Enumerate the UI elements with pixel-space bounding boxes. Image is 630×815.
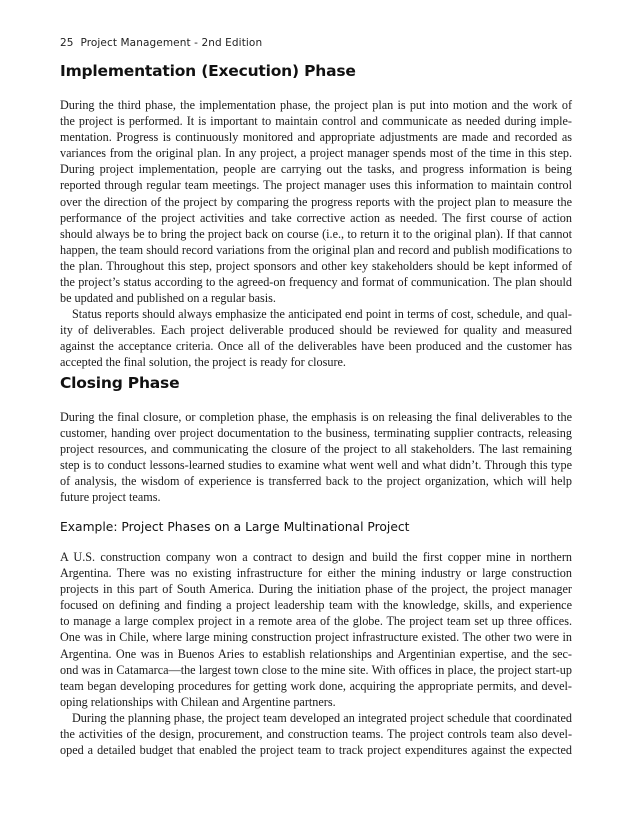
text-line: A U.S. construction company won a contract to design and build the first copper mine in northern bbox=[60, 550, 572, 564]
text-line: the activities of the design, procurement, and construction teams. The project controls team also devel- bbox=[60, 727, 572, 742]
text-line: reported through regular team meetings. The project manager uses this information to maintain control bbox=[60, 178, 572, 193]
text-line: During project implementation, people are carrying out the tasks, and progress information is being bbox=[60, 162, 572, 177]
text-line: ity of deliverables. Each project deliverable produced should be reviewed for quality and measured bbox=[60, 323, 572, 338]
text-line: mentation. Progress is continuously monitored and appropriate adjustments are made and recorded as bbox=[60, 130, 572, 145]
text-line: the project’s status according to the agreed-on frequency and format of communication. The plan should bbox=[60, 275, 572, 290]
text-line: During the planning phase, the project team developed an integrated project schedule that coordinated bbox=[72, 711, 572, 725]
example-paragraph-2 bbox=[60, 710, 572, 758]
text-line: accepted the final solution, the project is ready for closure. bbox=[60, 355, 346, 370]
implementation-heading: Implementation (Execution) Phase bbox=[60, 62, 356, 80]
text-line: future project teams. bbox=[60, 490, 161, 505]
closing-heading: Closing Phase bbox=[60, 374, 180, 392]
closing-paragraph-1 bbox=[60, 409, 572, 506]
text-line: Argentina. There was no existing infrastructure for either the mining industry or large construction bbox=[60, 566, 572, 581]
text-line: project resources, and communicating the closure of the project to all stakeholders. The last remaining bbox=[60, 442, 572, 457]
text-line: oped a detailed budget that enabled the project team to track project expenditures against the expected bbox=[60, 743, 572, 758]
text-line: against the acceptance criteria. Once all of the deliverables have been produced and the customer has bbox=[60, 339, 572, 354]
text-line: customer, handing over project documentation to the business, terminating supplier contracts, releasing bbox=[60, 426, 572, 441]
text-line: be updated and published on a regular basis. bbox=[60, 291, 276, 306]
running-header bbox=[60, 37, 262, 49]
text-line: step is to conduct lessons-learned studies to examine what went well and what didn’t. Through this type bbox=[60, 458, 572, 473]
implementation-paragraph-2 bbox=[60, 306, 572, 370]
implementation-paragraph-1 bbox=[60, 97, 572, 306]
text-line: Argentina. One was in Buenos Aries to establish relationships and Argentinian expertise, and the sec- bbox=[60, 646, 572, 661]
text-line: projects in this part of South America. During the initiation phase of the project, the project manager bbox=[60, 582, 572, 597]
book-title: Project Management - 2nd Edition bbox=[80, 37, 263, 49]
page-number: 25 bbox=[60, 37, 74, 49]
text-line: to manage a large complex project in a remote area of the globe. The project team set up three offices. bbox=[60, 614, 572, 629]
text-line: During the final closure, or completion phase, the emphasis is on releasing the final deliverables to the bbox=[60, 410, 572, 424]
text-line: should always be to bring the project back on course (i.e., to return it to the original plan). If that cannot bbox=[60, 226, 572, 241]
text-line: One was in Chile, where large mining construction project infrastructure existed. The other two were in bbox=[60, 630, 572, 645]
text-line: over the direction of the project by comparing the progress reports with the project plan to measure the bbox=[60, 194, 572, 209]
text-line: During the third phase, the implementation phase, the project plan is put into motion and the work of bbox=[60, 98, 572, 112]
text-line: the plan. Throughout this step, project sponsors and other key stakeholders should be kept informed of bbox=[60, 258, 572, 273]
text-line: oping relationships with Chilean and Argentine partners. bbox=[60, 694, 336, 709]
text-line: variances from the original plan. In any project, a project manager spends most of the time in this step. bbox=[60, 146, 572, 161]
text-line: the project is performed. It is important to maintain control and communicate as needed during imple- bbox=[60, 114, 572, 129]
text-line: Status reports should always emphasize the anticipated end point in terms of cost, schedule, and qual- bbox=[72, 307, 572, 321]
text-line: of analysis, the wisdom of experience is transferred back to the project organization, which will help bbox=[60, 474, 572, 489]
text-line: ond was in Catamarca—the largest town close to the mine site. With offices in place, the project start-up bbox=[60, 662, 572, 677]
text-line: focused on defining and finding a project leadership team with the knowledge, skills, and experience bbox=[60, 598, 572, 613]
example-paragraph-1 bbox=[60, 549, 572, 710]
text-line: performance of the project activities and take corrective action as needed. The first course of action bbox=[60, 210, 572, 225]
example-heading: Example: Project Phases on a Large Multinational Project bbox=[60, 520, 410, 534]
text-line: team began developing procedures for getting work done, acquiring the appropriate permits, and devel- bbox=[60, 678, 572, 693]
text-line: happen, the team should record variations from the original plan and record and publish modifications to bbox=[60, 242, 572, 257]
